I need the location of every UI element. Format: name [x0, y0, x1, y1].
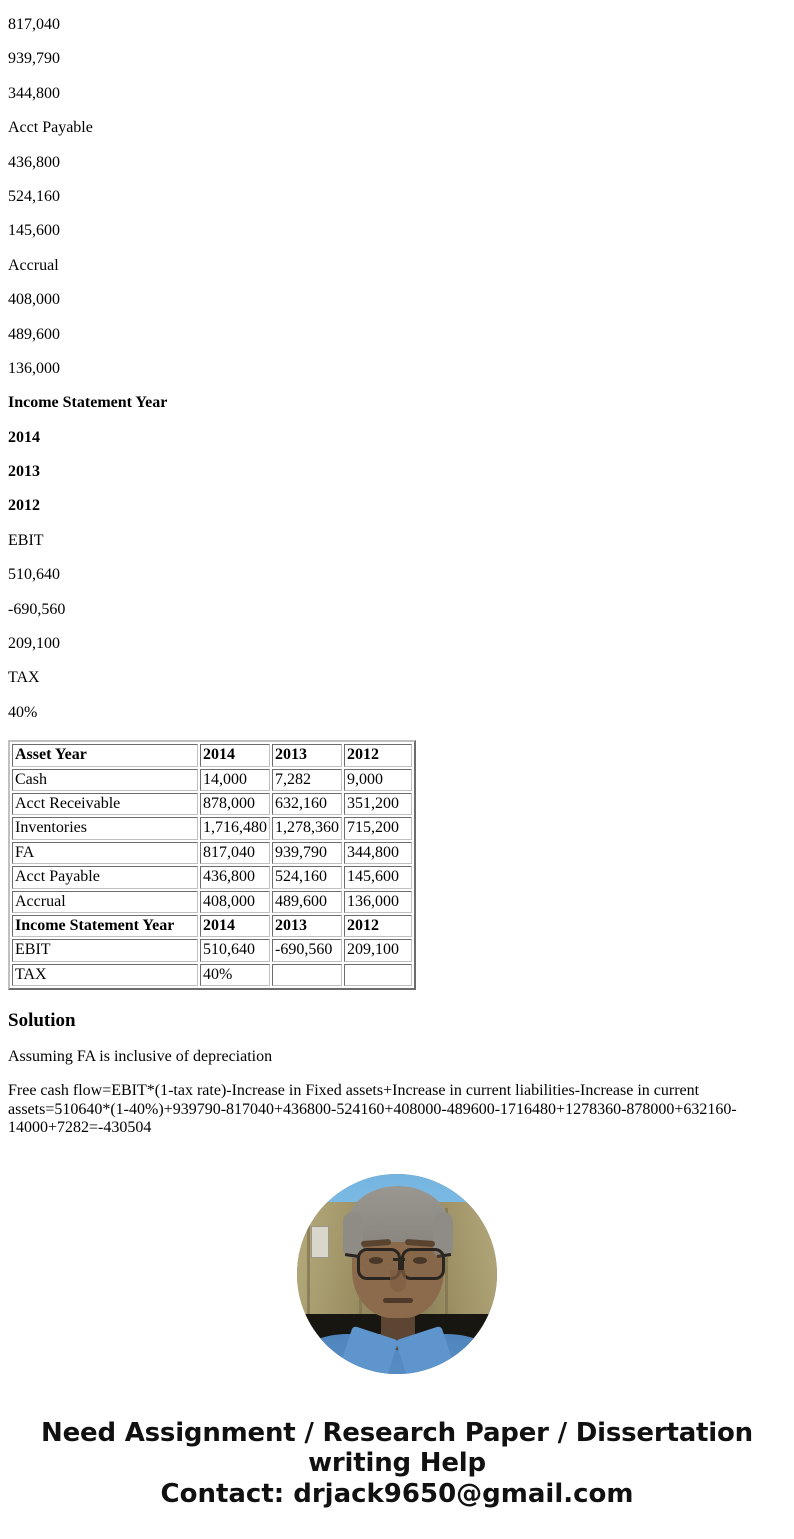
glasses-bridge-icon	[393, 1258, 405, 1261]
stray-text-line: EBIT	[8, 531, 44, 549]
stray-text-line: 436,800	[8, 153, 60, 171]
stray-text-line: 40%	[8, 703, 38, 721]
stray-text-line: Accrual	[8, 256, 59, 274]
photo-nose	[390, 1270, 406, 1292]
table-cell-value: 40%	[200, 964, 270, 986]
table-cell-value: 2013	[272, 744, 342, 766]
stray-text-line: 136,000	[8, 359, 60, 377]
table-cell-value: 7,282	[272, 769, 342, 791]
stray-text-line: 408,000	[8, 291, 60, 309]
photo-wall-switch	[311, 1226, 329, 1258]
stray-text-line: 524,160	[8, 187, 60, 205]
stray-text-line: Acct Payable	[8, 119, 93, 137]
stray-text-line: 209,100	[8, 635, 60, 653]
table-cell-value: 408,000	[200, 891, 270, 913]
table-cell-value: 436,800	[200, 866, 270, 888]
table-row	[12, 964, 412, 986]
table-cell-value: 510,640	[200, 939, 270, 961]
table-section	[12, 866, 412, 913]
table-cell-value: 145,600	[344, 866, 412, 888]
table-row-label: Asset Year	[12, 744, 198, 766]
table-cell-value: 632,160	[272, 793, 342, 815]
stray-text-line: 2012	[8, 497, 40, 515]
stray-text-line: 344,800	[8, 84, 60, 102]
table-cell-value: 524,160	[272, 866, 342, 888]
stray-text-line: 510,640	[8, 566, 60, 584]
table-cell-value: -690,560	[272, 939, 342, 961]
table-cell-value: 1,278,360	[272, 817, 342, 839]
stray-text-line: Income Statement Year	[8, 394, 168, 412]
table-row-label: Acct Receivable	[12, 793, 198, 815]
footer-line-2: writing Help	[308, 1448, 486, 1479]
stray-text-line: 2014	[8, 428, 40, 446]
table-row	[12, 769, 412, 791]
photo-mouth	[383, 1298, 413, 1303]
table-row-label: FA	[12, 842, 198, 864]
table-row	[12, 915, 412, 937]
solution-heading: Solution	[8, 1010, 76, 1032]
footer-contact-line: Contact: drjack9650@gmail.com	[160, 1478, 634, 1509]
table-cell-value	[344, 964, 412, 986]
table-cell-value: 344,800	[344, 842, 412, 864]
portrait-photo-container	[8, 1174, 786, 1374]
table-row-label: Acct Payable	[12, 866, 198, 888]
table-cell-value: 2012	[344, 744, 412, 766]
table-section	[12, 915, 412, 937]
table-section	[12, 964, 412, 986]
table-row-label: TAX	[12, 964, 198, 986]
footer-advert	[8, 1418, 786, 1534]
table-cell-value: 2014	[200, 744, 270, 766]
table-cell-value: 878,000	[200, 793, 270, 815]
stray-text-line: -690,560	[8, 600, 66, 618]
stray-text-line: 817,040	[8, 16, 60, 33]
table-cell-value: 2014	[200, 915, 270, 937]
table-cell-value	[272, 964, 342, 986]
solution-formula: Free cash flow=EBIT*(1-tax rate)-Increase in Fixed assets+Increase in current liabilities-Increase in current assets=510640*(1-40%)+939790-817040+436800-524160+408000-489600-1716480+1278360-878000+632160-14000+7282=-430504	[8, 1082, 737, 1137]
table-cell-value: 209,100	[344, 939, 412, 961]
stray-text-line: 2013	[8, 463, 40, 481]
table-row	[12, 842, 412, 864]
table-cell-value: 489,600	[272, 891, 342, 913]
table-section	[12, 744, 412, 864]
table-row-label: Cash	[12, 769, 198, 791]
stray-text-line: 939,790	[8, 50, 60, 68]
glasses-lens-right-icon	[401, 1248, 445, 1280]
table-row-label: Accrual	[12, 891, 198, 913]
table-row	[12, 817, 412, 839]
table-cell-value: 939,790	[272, 842, 342, 864]
table-cell-value: 2013	[272, 915, 342, 937]
avatar	[297, 1174, 497, 1374]
table-cell-value: 136,000	[344, 891, 412, 913]
stray-text-line: TAX	[8, 669, 40, 687]
financial-data-table	[8, 740, 416, 990]
table-row-label: Income Statement Year	[12, 915, 198, 937]
table-row-label: Inventories	[12, 817, 198, 839]
table-row-label: EBIT	[12, 939, 198, 961]
table-cell-value: 9,000	[344, 769, 412, 791]
photo-carving-line-left	[307, 1208, 310, 1316]
stray-text-line: 145,600	[8, 222, 60, 240]
table-section	[12, 939, 412, 961]
table-row	[12, 891, 412, 913]
stray-text-line: 489,600	[8, 325, 60, 343]
table-cell-value: 2012	[344, 915, 412, 937]
document-page	[0, 16, 794, 1534]
table-cell-value: 351,200	[344, 793, 412, 815]
table-row	[12, 793, 412, 815]
table-row	[12, 939, 412, 961]
solution-assumption: Assuming FA is inclusive of depreciation	[8, 1047, 273, 1065]
table-row	[12, 866, 412, 888]
table-cell-value: 817,040	[200, 842, 270, 864]
table-cell-value: 715,200	[344, 817, 412, 839]
table-cell-value: 14,000	[200, 769, 270, 791]
table-cell-value: 1,716,480	[200, 817, 270, 839]
table-row	[12, 744, 412, 766]
footer-line-1: Need Assignment / Research Paper / Dissertation	[41, 1417, 753, 1448]
stray-text-block	[8, 16, 786, 722]
